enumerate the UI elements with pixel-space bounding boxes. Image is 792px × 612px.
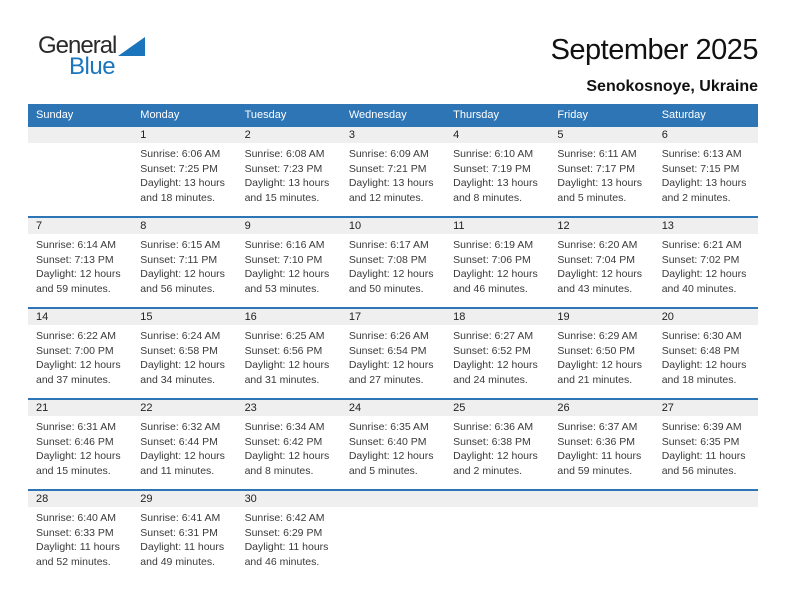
sunrise-text: Sunrise: 6:16 AM [244,239,325,251]
daylight-text: Daylight: 12 hours and 15 minutes. [36,450,121,477]
day-cell-18 [445,309,549,398]
day-info [549,234,653,296]
weekday-label-monday: Monday [140,108,180,121]
sunrise-text: Sunrise: 6:10 AM [453,148,534,160]
daylight-text: Daylight: 12 hours and 11 minutes. [140,450,225,477]
day-cell-28 [28,491,132,575]
calendar [28,104,758,575]
weekday-header-row [28,104,758,125]
day-number: 21 [28,400,132,416]
day-info [237,325,341,387]
day-cell-29 [132,491,236,575]
sunset-text: Sunset: 7:15 PM [661,162,740,175]
daylight-text: Daylight: 12 hours and 56 minutes. [140,268,225,295]
sunrise-text: Sunrise: 6:06 AM [140,148,221,160]
day-info [237,234,341,296]
day-number [549,491,653,507]
day-info [28,234,132,296]
day-number: 20 [654,309,758,325]
day-number: 10 [341,218,445,234]
day-cell-11 [445,218,549,307]
weekday-label-tuesday: Tuesday [244,108,287,121]
sunrise-text: Sunrise: 6:27 AM [453,330,534,342]
daylight-text: Daylight: 11 hours and 59 minutes. [557,450,642,477]
day-info [132,143,236,205]
sunset-text: Sunset: 6:42 PM [244,435,323,448]
daylight-text: Daylight: 12 hours and 2 minutes. [453,450,538,477]
sunset-text: Sunset: 7:19 PM [453,162,531,175]
sunset-text: Sunset: 6:54 PM [348,344,427,357]
daylight-text: Daylight: 12 hours and 18 minutes. [661,359,747,386]
sunrise-text: Sunrise: 6:42 AM [244,512,325,524]
day-cell-6 [654,127,758,216]
day-number: 26 [549,400,653,416]
general-blue-logo [38,34,168,96]
day-info [28,325,132,387]
sunset-text: Sunset: 7:06 PM [453,253,531,266]
logo-text-general: General [38,32,117,59]
week-row [28,489,758,575]
calendar-grid [28,125,758,575]
logo-triangle-icon [118,37,145,56]
weekday-label-thursday: Thursday [453,108,499,121]
day-number: 8 [132,218,236,234]
page-title: September 2025 [550,34,758,66]
day-info [132,416,236,478]
sunset-text: Sunset: 6:44 PM [140,435,218,448]
page-header [0,0,792,96]
sunrise-text: Sunrise: 6:22 AM [36,330,116,342]
week-row [28,398,758,489]
day-number: 7 [28,218,132,234]
sunset-text: Sunset: 6:29 PM [244,526,323,539]
sunrise-text: Sunrise: 6:36 AM [453,421,534,433]
day-number: 6 [654,127,758,143]
sunset-text: Sunset: 7:21 PM [348,162,427,175]
day-number: 29 [132,491,236,507]
daylight-text: Daylight: 11 hours and 46 minutes. [244,541,329,568]
daylight-text: Daylight: 13 hours and 12 minutes. [348,177,434,204]
day-info [341,325,445,387]
title-block [551,34,758,96]
sunset-text: Sunset: 7:13 PM [36,253,114,266]
day-number [445,491,549,507]
day-number [341,491,445,507]
sunset-text: Sunset: 7:17 PM [557,162,636,175]
day-cell-25 [445,400,549,489]
day-number: 14 [28,309,132,325]
day-number: 11 [445,218,549,234]
sunset-text: Sunset: 6:50 PM [557,344,636,357]
day-number [654,491,758,507]
day-info [28,416,132,478]
sunrise-text: Sunrise: 6:09 AM [348,148,429,160]
day-cell-empty [28,127,132,216]
daylight-text: Daylight: 12 hours and 8 minutes. [244,450,330,477]
sunrise-text: Sunrise: 6:19 AM [453,239,534,251]
day-cell-2 [237,127,341,216]
week-row [28,307,758,398]
day-cell-27 [654,400,758,489]
sunrise-text: Sunrise: 6:30 AM [661,330,742,342]
day-cell-4 [445,127,549,216]
logo-text-blue: Blue [69,53,116,80]
sunset-text: Sunset: 6:52 PM [453,344,531,357]
day-cell-13 [654,218,758,307]
sunrise-text: Sunrise: 6:39 AM [661,421,742,433]
day-cell-8 [132,218,236,307]
day-cell-10 [341,218,445,307]
day-info [549,416,653,478]
day-number: 17 [341,309,445,325]
day-info [341,143,445,205]
day-cell-17 [341,309,445,398]
day-number: 15 [132,309,236,325]
daylight-text: Daylight: 12 hours and 46 minutes. [453,268,538,295]
sunset-text: Sunset: 6:46 PM [36,435,114,448]
day-cell-empty [341,491,445,575]
day-number [28,127,132,143]
day-cell-30 [237,491,341,575]
sunrise-text: Sunrise: 6:34 AM [244,421,325,433]
daylight-text: Daylight: 12 hours and 37 minutes. [36,359,121,386]
day-number: 12 [549,218,653,234]
daylight-text: Daylight: 11 hours and 49 minutes. [140,541,225,568]
day-cell-21 [28,400,132,489]
day-cell-empty [549,491,653,575]
day-info [132,234,236,296]
sunset-text: Sunset: 6:36 PM [557,435,636,448]
sunrise-text: Sunrise: 6:37 AM [557,421,638,433]
daylight-text: Daylight: 12 hours and 59 minutes. [36,268,121,295]
day-number: 28 [28,491,132,507]
day-info [549,143,653,205]
sunset-text: Sunset: 6:40 PM [348,435,427,448]
day-number: 30 [237,491,341,507]
day-info [341,416,445,478]
day-number: 9 [237,218,341,234]
sunset-text: Sunset: 7:00 PM [36,344,114,357]
day-cell-14 [28,309,132,398]
daylight-text: Daylight: 12 hours and 31 minutes. [244,359,330,386]
day-cell-7 [28,218,132,307]
daylight-text: Daylight: 12 hours and 34 minutes. [140,359,225,386]
day-info [341,234,445,296]
sunset-text: Sunset: 6:35 PM [661,435,740,448]
sunset-text: Sunset: 7:02 PM [661,253,740,266]
daylight-text: Daylight: 12 hours and 21 minutes. [557,359,643,386]
day-number: 2 [237,127,341,143]
sunset-text: Sunset: 6:48 PM [661,344,740,357]
sunrise-text: Sunrise: 6:11 AM [557,148,637,160]
page-subtitle: Senokosnoye, Ukraine [586,78,758,95]
sunrise-text: Sunrise: 6:21 AM [661,239,742,251]
day-info [445,325,549,387]
sunset-text: Sunset: 7:11 PM [140,253,218,266]
day-cell-empty [445,491,549,575]
daylight-text: Daylight: 12 hours and 24 minutes. [453,359,538,386]
daylight-text: Daylight: 11 hours and 56 minutes. [661,450,746,477]
day-info [445,234,549,296]
day-cell-9 [237,218,341,307]
sunrise-text: Sunrise: 6:41 AM [140,512,221,524]
day-info [654,416,758,478]
day-number: 3 [341,127,445,143]
sunrise-text: Sunrise: 6:31 AM [36,421,116,433]
day-number: 5 [549,127,653,143]
day-number: 18 [445,309,549,325]
sunset-text: Sunset: 7:23 PM [244,162,323,175]
day-info [237,507,341,569]
sunrise-text: Sunrise: 6:29 AM [557,330,638,342]
daylight-text: Daylight: 12 hours and 40 minutes. [661,268,747,295]
day-number: 23 [237,400,341,416]
sunset-text: Sunset: 7:04 PM [557,253,636,266]
daylight-text: Daylight: 12 hours and 50 minutes. [348,268,434,295]
sunrise-text: Sunrise: 6:24 AM [140,330,221,342]
day-info [654,325,758,387]
day-cell-15 [132,309,236,398]
day-info [132,325,236,387]
day-info [654,234,758,296]
day-number: 4 [445,127,549,143]
sunrise-text: Sunrise: 6:26 AM [348,330,429,342]
sunset-text: Sunset: 7:25 PM [140,162,218,175]
day-cell-19 [549,309,653,398]
day-number: 24 [341,400,445,416]
day-info [549,325,653,387]
day-number: 22 [132,400,236,416]
day-info [654,143,758,205]
day-info [445,143,549,205]
sunrise-text: Sunrise: 6:14 AM [36,239,116,251]
day-cell-26 [549,400,653,489]
sunset-text: Sunset: 6:31 PM [140,526,218,539]
sunrise-text: Sunrise: 6:20 AM [557,239,638,251]
day-cell-22 [132,400,236,489]
sunrise-text: Sunrise: 6:08 AM [244,148,325,160]
day-number: 1 [132,127,236,143]
daylight-text: Daylight: 13 hours and 8 minutes. [453,177,538,204]
daylight-text: Daylight: 12 hours and 43 minutes. [557,268,643,295]
sunset-text: Sunset: 6:58 PM [140,344,218,357]
day-cell-16 [237,309,341,398]
sunset-text: Sunset: 6:38 PM [453,435,531,448]
sunrise-text: Sunrise: 6:32 AM [140,421,221,433]
day-cell-23 [237,400,341,489]
sunrise-text: Sunrise: 6:13 AM [661,148,742,160]
sunset-text: Sunset: 7:10 PM [244,253,323,266]
daylight-text: Daylight: 12 hours and 53 minutes. [244,268,330,295]
day-info [28,507,132,569]
daylight-text: Daylight: 12 hours and 5 minutes. [348,450,434,477]
day-number: 27 [654,400,758,416]
day-cell-1 [132,127,236,216]
sunset-text: Sunset: 6:56 PM [244,344,323,357]
weekday-label-saturday: Saturday [661,108,706,121]
sunrise-text: Sunrise: 6:15 AM [140,239,221,251]
day-info [237,143,341,205]
day-cell-5 [549,127,653,216]
weekday-label-sunday: Sunday [36,108,74,121]
weekday-label-wednesday: Wednesday [348,108,407,121]
daylight-text: Daylight: 12 hours and 27 minutes. [348,359,434,386]
day-cell-12 [549,218,653,307]
day-number: 25 [445,400,549,416]
day-number: 16 [237,309,341,325]
sunrise-text: Sunrise: 6:35 AM [348,421,429,433]
day-cell-empty [654,491,758,575]
sunrise-text: Sunrise: 6:17 AM [348,239,429,251]
daylight-text: Daylight: 13 hours and 18 minutes. [140,177,225,204]
week-row [28,216,758,307]
day-cell-24 [341,400,445,489]
day-cell-20 [654,309,758,398]
sunrise-text: Sunrise: 6:40 AM [36,512,116,524]
daylight-text: Daylight: 13 hours and 15 minutes. [244,177,330,204]
week-row [28,125,758,216]
sunset-text: Sunset: 7:08 PM [348,253,427,266]
day-number: 13 [654,218,758,234]
day-info [132,507,236,569]
day-cell-3 [341,127,445,216]
day-number: 19 [549,309,653,325]
day-info [237,416,341,478]
daylight-text: Daylight: 13 hours and 5 minutes. [557,177,643,204]
sunrise-text: Sunrise: 6:25 AM [244,330,325,342]
daylight-text: Daylight: 13 hours and 2 minutes. [661,177,747,204]
daylight-text: Daylight: 11 hours and 52 minutes. [36,541,120,568]
weekday-label-friday: Friday [557,108,588,121]
day-info [445,416,549,478]
sunset-text: Sunset: 6:33 PM [36,526,114,539]
